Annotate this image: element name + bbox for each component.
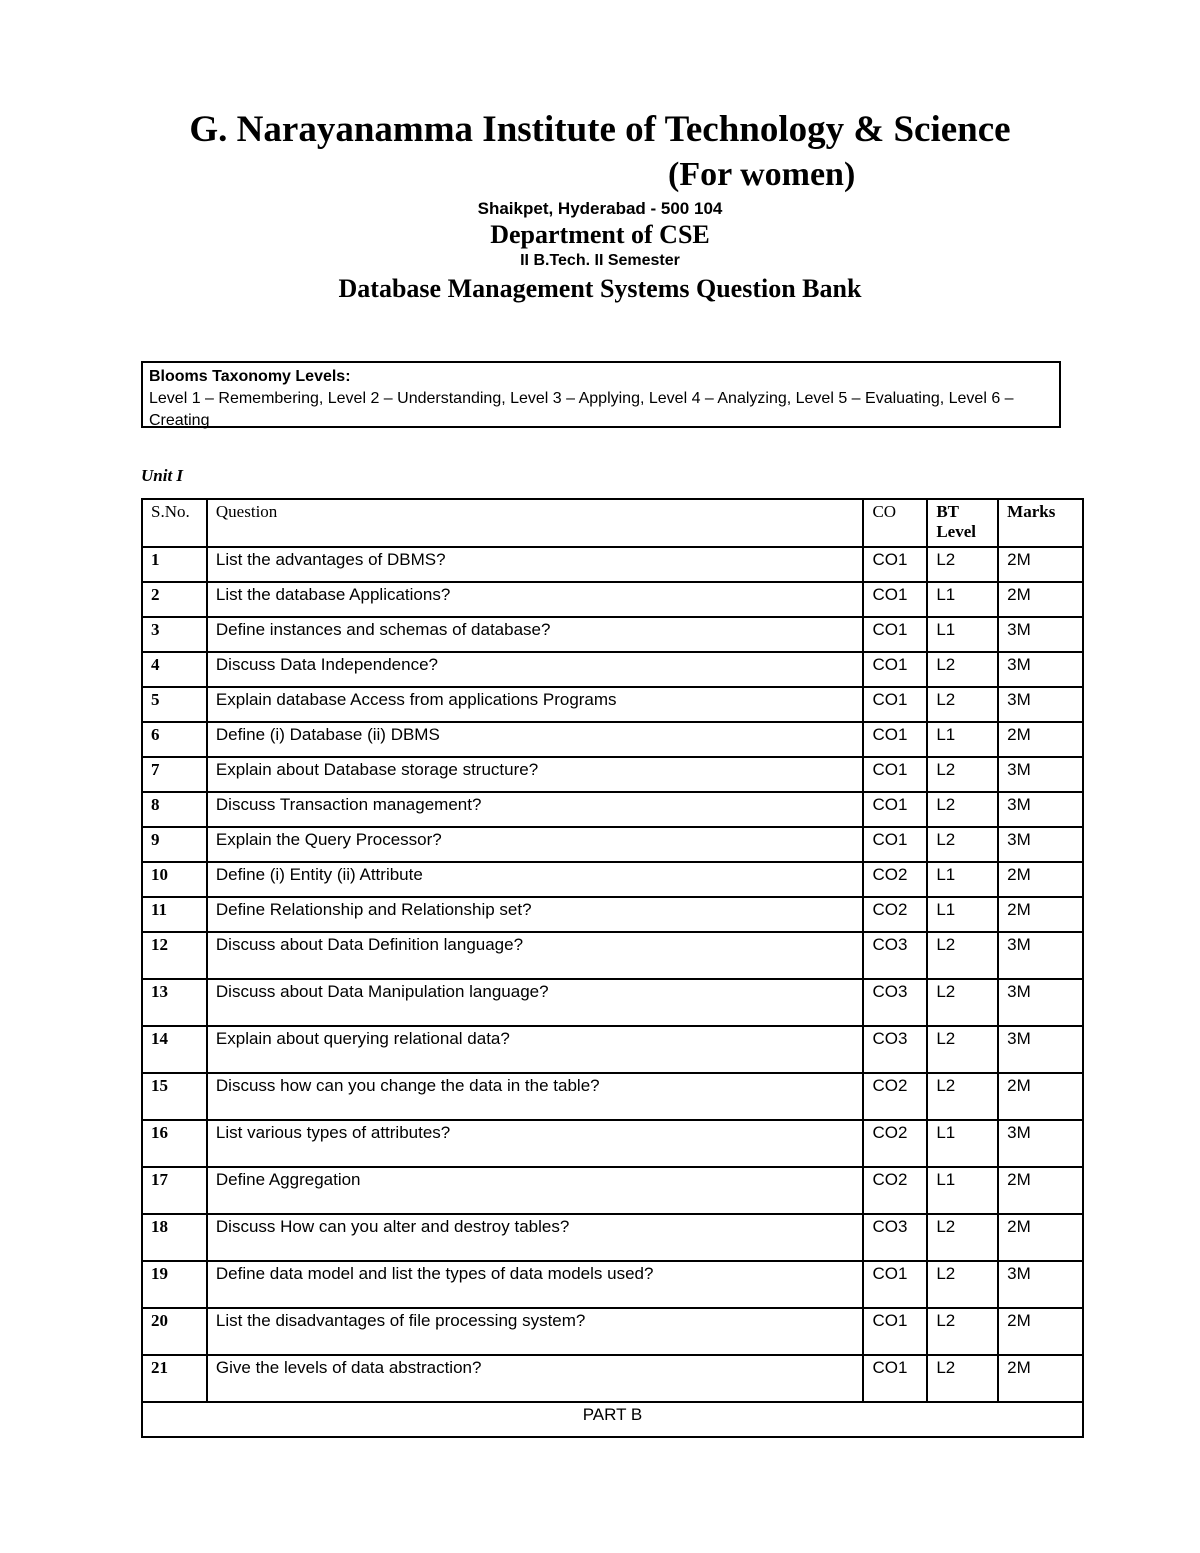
co-cell: CO2 — [863, 1073, 927, 1120]
blooms-levels-text: Level 1 – Remembering, Level 2 – Understanding, Level 3 – Applying, Level 4 – Analyzing, Level 5 – Evaluating, Level 6 – Creating — [149, 390, 1014, 429]
header-sno: S.No. — [142, 499, 207, 547]
for-women-subtitle: (For women) — [668, 156, 856, 193]
sno-cell: 21 — [142, 1355, 207, 1402]
institute-title: G. Narayanamma Institute of Technology & Science — [189, 109, 1011, 150]
question-cell: List the advantages of DBMS? — [207, 547, 864, 582]
question-cell: Discuss Data Independence? — [207, 652, 864, 687]
co-cell: CO2 — [863, 897, 927, 932]
marks-cell: 2M — [998, 1214, 1083, 1261]
question-cell: Define instances and schemas of database? — [207, 617, 864, 652]
table-row — [142, 617, 1083, 652]
table-row — [142, 1026, 1083, 1073]
sno-cell: 2 — [142, 582, 207, 617]
part-b-row — [142, 1402, 1083, 1437]
table-row — [142, 827, 1083, 862]
marks-cell: 2M — [998, 1073, 1083, 1120]
question-cell: Discuss How can you alter and destroy tables? — [207, 1214, 864, 1261]
sno-cell: 19 — [142, 1261, 207, 1308]
sno-cell: 11 — [142, 897, 207, 932]
co-cell: CO3 — [863, 932, 927, 979]
table-header-row — [142, 499, 1083, 547]
sno-cell: 15 — [142, 1073, 207, 1120]
table-row — [142, 1261, 1083, 1308]
department-title: Department of CSE — [490, 220, 710, 249]
bt-level-cell: L2 — [927, 979, 998, 1026]
question-cell: Explain the Query Processor? — [207, 827, 864, 862]
bt-level-cell: L2 — [927, 792, 998, 827]
co-cell: CO1 — [863, 1355, 927, 1402]
address: Shaikpet, Hyderabad - 500 104 — [477, 199, 723, 218]
table-row — [142, 722, 1083, 757]
bt-level-cell: L2 — [927, 757, 998, 792]
marks-cell: 3M — [998, 687, 1083, 722]
marks-cell: 2M — [998, 1355, 1083, 1402]
semester-label: II B.Tech. II Semester — [520, 252, 680, 269]
bt-level-cell: L2 — [927, 1073, 998, 1120]
table-row — [142, 1308, 1083, 1355]
sno-cell: 14 — [142, 1026, 207, 1073]
sno-cell: 5 — [142, 687, 207, 722]
table-row — [142, 1167, 1083, 1214]
co-cell: CO1 — [863, 827, 927, 862]
table-row — [142, 1214, 1083, 1261]
marks-cell: 2M — [998, 722, 1083, 757]
marks-cell: 2M — [998, 1167, 1083, 1214]
co-cell: CO1 — [863, 757, 927, 792]
bt-level-cell: L2 — [927, 827, 998, 862]
bt-level-cell: L1 — [927, 617, 998, 652]
table-row — [142, 1073, 1083, 1120]
question-cell: Discuss how can you change the data in the table? — [207, 1073, 864, 1120]
co-cell: CO1 — [863, 687, 927, 722]
table-row — [142, 687, 1083, 722]
header-bt-level: BT Level — [927, 499, 998, 547]
bt-level-cell: L2 — [927, 1214, 998, 1261]
co-cell: CO2 — [863, 1167, 927, 1214]
bt-level-cell: L2 — [927, 547, 998, 582]
bt-level-cell: L1 — [927, 897, 998, 932]
question-cell: Give the levels of data abstraction? — [207, 1355, 864, 1402]
question-cell: Discuss about Data Manipulation language? — [207, 979, 864, 1026]
sno-cell: 12 — [142, 932, 207, 979]
bt-level-cell: L1 — [927, 1120, 998, 1167]
table-row — [142, 1120, 1083, 1167]
question-cell: Explain about Database storage structure? — [207, 757, 864, 792]
blooms-taxonomy-box — [141, 361, 1061, 428]
co-cell: CO3 — [863, 1026, 927, 1073]
marks-cell: 3M — [998, 792, 1083, 827]
bt-level-cell: L2 — [927, 932, 998, 979]
co-cell: CO2 — [863, 1120, 927, 1167]
question-cell: List various types of attributes? — [207, 1120, 864, 1167]
table-row — [142, 1355, 1083, 1402]
co-cell: CO1 — [863, 582, 927, 617]
bt-level-cell: L1 — [927, 862, 998, 897]
question-cell: Define (i) Database (ii) DBMS — [207, 722, 864, 757]
marks-cell: 3M — [998, 1120, 1083, 1167]
marks-cell: 2M — [998, 1308, 1083, 1355]
question-cell: Define data model and list the types of data models used? — [207, 1261, 864, 1308]
table-row — [142, 547, 1083, 582]
sno-cell: 1 — [142, 547, 207, 582]
co-cell: CO3 — [863, 979, 927, 1026]
question-cell: Define Relationship and Relationship set? — [207, 897, 864, 932]
bt-level-cell: L1 — [927, 722, 998, 757]
marks-cell: 3M — [998, 617, 1083, 652]
co-cell: CO2 — [863, 862, 927, 897]
table-row — [142, 582, 1083, 617]
marks-cell: 2M — [998, 862, 1083, 897]
question-cell: List the disadvantages of file processing system? — [207, 1308, 864, 1355]
question-cell: Discuss about Data Definition language? — [207, 932, 864, 979]
question-table — [141, 498, 1084, 1438]
header-co: CO — [863, 499, 927, 547]
question-cell: List the database Applications? — [207, 582, 864, 617]
sno-cell: 16 — [142, 1120, 207, 1167]
marks-cell: 2M — [998, 897, 1083, 932]
sno-cell: 20 — [142, 1308, 207, 1355]
table-row — [142, 757, 1083, 792]
bt-level-cell: L2 — [927, 1261, 998, 1308]
marks-cell: 2M — [998, 547, 1083, 582]
bt-level-cell: L2 — [927, 1355, 998, 1402]
co-cell: CO1 — [863, 652, 927, 687]
co-cell: CO1 — [863, 1261, 927, 1308]
sno-cell: 10 — [142, 862, 207, 897]
question-cell: Define Aggregation — [207, 1167, 864, 1214]
marks-cell: 3M — [998, 757, 1083, 792]
co-cell: CO1 — [863, 1308, 927, 1355]
marks-cell: 3M — [998, 1261, 1083, 1308]
co-cell: CO1 — [863, 792, 927, 827]
sno-cell: 9 — [142, 827, 207, 862]
blooms-title: Blooms Taxonomy Levels: — [149, 368, 351, 385]
table-row — [142, 862, 1083, 897]
table-row — [142, 932, 1083, 979]
sno-cell: 17 — [142, 1167, 207, 1214]
marks-cell: 3M — [998, 827, 1083, 862]
sno-cell: 4 — [142, 652, 207, 687]
sno-cell: 7 — [142, 757, 207, 792]
co-cell: CO1 — [863, 547, 927, 582]
sno-cell: 3 — [142, 617, 207, 652]
co-cell: CO1 — [863, 722, 927, 757]
subject-title: Database Management Systems Question Bank — [338, 274, 862, 303]
bt-level-cell: L2 — [927, 687, 998, 722]
header-marks: Marks — [998, 499, 1083, 547]
header-question: Question — [207, 499, 864, 547]
table-row — [142, 792, 1083, 827]
co-cell: CO3 — [863, 1214, 927, 1261]
bt-level-cell: L2 — [927, 652, 998, 687]
bt-level-cell: L2 — [927, 1026, 998, 1073]
table-row — [142, 897, 1083, 932]
sno-cell: 18 — [142, 1214, 207, 1261]
bt-level-cell: L2 — [927, 1308, 998, 1355]
question-cell: Define (i) Entity (ii) Attribute — [207, 862, 864, 897]
marks-cell: 3M — [998, 979, 1083, 1026]
question-cell: Explain database Access from applications Programs — [207, 687, 864, 722]
part-b-label: PART B — [142, 1402, 1083, 1437]
sno-cell: 8 — [142, 792, 207, 827]
marks-cell: 3M — [998, 932, 1083, 979]
sno-cell: 6 — [142, 722, 207, 757]
bt-level-cell: L1 — [927, 1167, 998, 1214]
co-cell: CO1 — [863, 617, 927, 652]
bt-level-cell: L1 — [927, 582, 998, 617]
unit-label: Unit I — [141, 466, 184, 485]
marks-cell: 3M — [998, 652, 1083, 687]
question-cell: Explain about querying relational data? — [207, 1026, 864, 1073]
marks-cell: 2M — [998, 582, 1083, 617]
table-row — [142, 979, 1083, 1026]
sno-cell: 13 — [142, 979, 207, 1026]
table-row — [142, 652, 1083, 687]
question-cell: Discuss Transaction management? — [207, 792, 864, 827]
marks-cell: 3M — [998, 1026, 1083, 1073]
